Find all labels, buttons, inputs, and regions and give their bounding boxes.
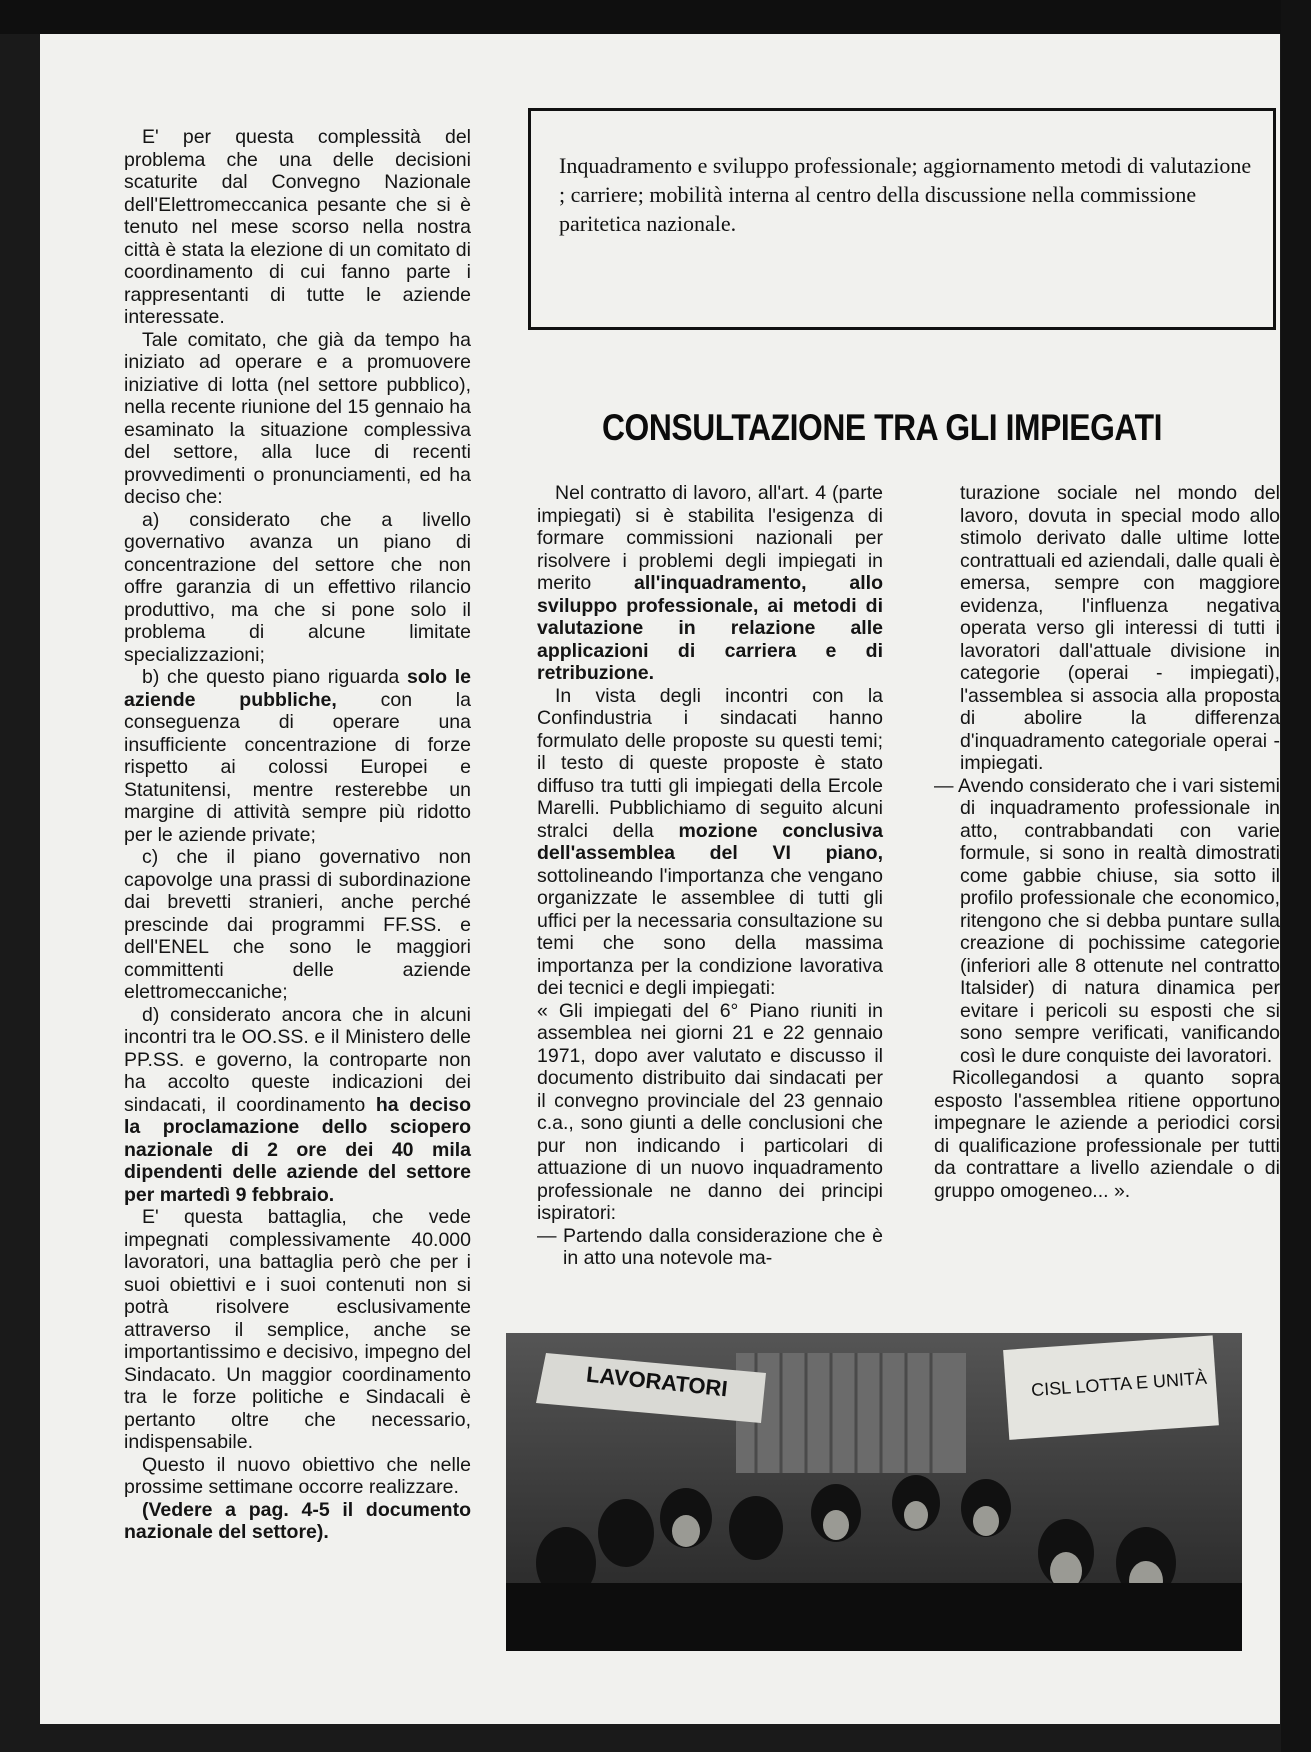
left-paragraph-1: E' per questa complessità del problema che una delle decisioni scaturite dal Convegno Nazionale dell'Elettromeccanica pesante che si è tenuto nel mese scorso nella nostra città è stata la elezione di un comitato di coordinamento di cui fanno parte i rappresentanti di tutte le aziende interessate. [124,126,471,328]
left-item-b [124,666,471,846]
photo-banner-left: LAVORATORI [585,1361,729,1402]
left-item-d-text: d) considerato ancora che in alcuni incontri tra le OO.SS. e il Ministero delle PP.SS. e governo, la controparte non ha accolto queste indicazioni dei sindacati, il coordinamento [124,1003,471,1116]
left-column [124,126,471,1544]
middle-column [537,482,883,1270]
right-dash-item: — Avendo considerato che i vari sistemi di inquadramento professionale in atto, contrabbandati con varie formule, si sono in realtà dimostrati come gabbie chiuse, sia sotto il profilo professionale che economico, ritengono che si debba puntare sulla creazione di pochissime categorie (inferiori alle 8 ottenute nel contratto Italsider) di natura dinamica per evitare i pericoli su esposti che si sono sempre verificati, vanificando così le dure conquiste dei lavoratori. [934,774,1280,1067]
right-column [934,482,1280,1202]
middle-paragraph-2-text: In vista degli incontri con la Confindustria i sindacati hanno formulato delle proposte su questi temi; il testo di queste proposte è stato diffuso tra tutti gli impiegati della Ercole Marelli. Pubblichiamo di seguito alcuni stralci della [537,684,883,842]
middle-paragraph-1-emphasis: all'inquadramento, allo sviluppo professionale, ai metodi di valutazione in relazione alle applicazioni di carriera e di retribuzione. [537,572,884,684]
left-item-b-emphasis: solo le aziende pubbliche, [124,666,471,711]
middle-paragraph-1 [537,482,883,685]
summary-box-text: Inquadramento e sviluppo professionale; aggiornamento metodi di valutazione ; carriere; mobilità interna al centro della discussione nella commissione paritetica nazionale. [559,153,1252,236]
middle-paragraph-1-text: Nel contratto di lavoro, all'art. 4 (parte impiegati) si è stabilita l'esigenza di formare commissioni nazionali per risolvere i problemi degli impiegati in merito [537,482,883,594]
magazine-page [40,34,1280,1724]
left-item-a: a) considerato che a livello governativo avanza un piano di concentrazione del settore che non offre garanzia di un effettivo rilancio produttivo, ma che si pone solo il problema di alcune limitate specializzazioni; [124,508,471,666]
left-item-b-rest: con la conseguenza di operare una insufficiente concentrazione di forze rispetto ai colossi Europei e Statunitensi, mentre resterebbe un margine di attività sempre più ridotto per le aziende private; [124,688,471,846]
right-paragraph-1: turazione sociale nel mondo del lavoro, dovuta in special modo allo stimolo derivato dalle ultime lotte contrattuali ed aziendali, dalle quali è emersa, sempre con maggiore evidenza, l'influenza negativa operata verso gli interessi di tutti i lavoratori dall'attuale divisione in categorie (operai - impiegati), l'assemblea si associa alla proposta di abolire la differenza d'inquadramento categoriale operai - impiegati. [960,482,1280,774]
left-item-d [124,1004,471,1207]
left-item-b-text: b) che questo piano riguarda [142,666,400,688]
left-paragraph-5 [124,1499,471,1544]
summary-box [528,108,1276,330]
left-item-d-emphasis: ha deciso la proclamazione dello sciopero nazionale di 2 ore dei 40 mila dipendenti delle aziende del settore per martedì 9 febbraio. [124,1093,471,1206]
left-paragraph-3: E' questa battaglia, che vede impegnati complessivamente 40.000 lavoratori, una battaglia però che per i suoi obiettivi e i suoi contenuti non si potrà risolvere esclusivamente attraverso il semplice, anche se importantissimo e decisivo, impegno del Sindacato. Un maggior coordinamento tra le forze politiche e Sindacali è pertanto oltre che necessario, indispensabile. [124,1206,471,1453]
article-headline: CONSULTAZIONE TRA GLI IMPIEGATI [602,407,1162,448]
photo-banner-right: CISL LOTTA E UNITÀ [1030,1367,1208,1401]
middle-paragraph-2-emphasis: mozione conclusiva dell'assemblea del VI piano, [537,819,883,864]
middle-dash-item: — Partendo dalla considerazione che è in atto una notevole ma- [537,1224,883,1269]
scan-border-right [1281,0,1311,1752]
left-paragraph-4: Questo il nuovo obiettivo che nelle prossime settimane occorre realizzare. [124,1453,471,1498]
left-item-c: c) che il piano governativo non capovolge una prassi di subordinazione dai brevetti stranieri, anche perché prescinde dai programmi FF.SS. e dell'ENEL che sono le maggiori committenti delle aziende elettromeccaniche; [124,846,471,1003]
middle-paragraph-2 [537,685,883,1000]
left-reference-note: (Vedere a pag. 4-5 il documento nazionale del settore). [124,1498,471,1543]
right-paragraph-3: Ricollegandosi a quanto sopra esposto l'assemblea ritiene opportuno impegnare le aziende a periodici corsi di qualificazione professionale per tutti da contrattare a livello aziendale o di gruppo omogeneo... ». [934,1067,1280,1202]
middle-paragraph-2-rest: sottolineando l'importanza che vengano organizzate le assemblee di tutti gli uffici per la necessaria consultazione su temi che sono della massima importanza per la condizione lavorativa dei tecnici e degli impiegati: [537,864,883,999]
left-paragraph-2: Tale comitato, che già da tempo ha iniziato ad operare e a promuovere iniziative di lotta (nel settore pubblico), nella recente riunione del 15 gennaio ha esaminato la situazione complessiva del settore, alla luce di recenti provvedimenti o pronunciamenti, ed ha deciso che: [124,328,471,508]
scan-border-top [0,0,1311,34]
protest-photo [506,1333,1242,1651]
middle-quote: « Gli impiegati del 6° Piano riuniti in assemblea nei giorni 21 e 22 gennaio 1971, dopo aver valutato e discusso il documento distribuito dai sindacati per il convegno provinciale del 23 gennaio c.a., sono giunti a delle conclusioni che pur non indicando i particolari di attuazione di un nuovo inquadramento professionale ne danno dei principi ispiratori: [537,999,883,1224]
